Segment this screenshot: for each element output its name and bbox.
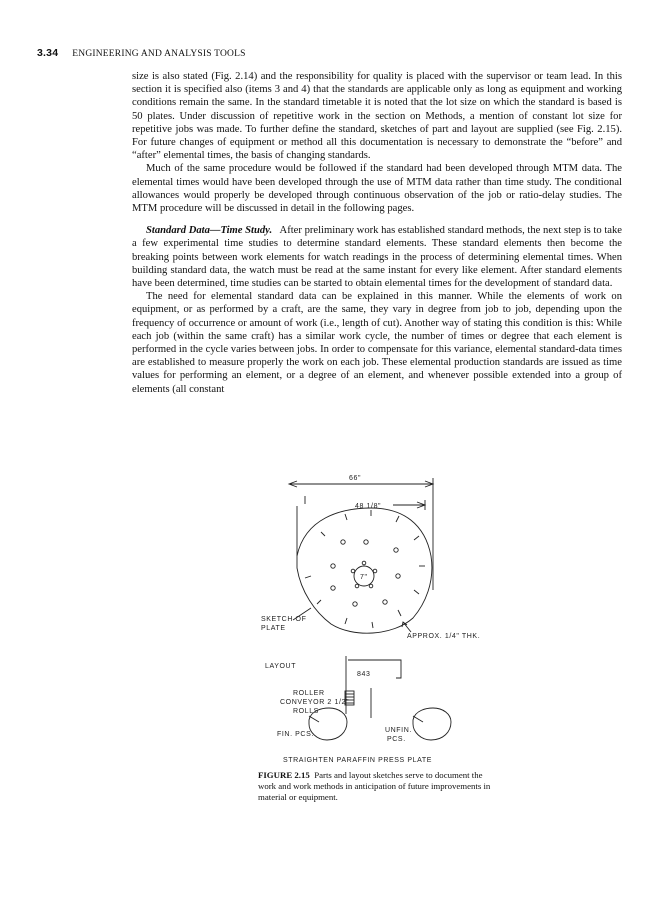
hole <box>369 584 373 588</box>
plate-slot <box>321 532 325 536</box>
leader-line <box>403 622 411 632</box>
plate-outline <box>297 508 432 633</box>
figure-caption <box>258 770 498 803</box>
paragraph: The need for elemental standard data can be explained in this manner. While the elements of work on equipment, or as performed by a craft, are the same, they vary in degree from job to job, depending upon the frequency of occurrence or amount of work (i.e., length of cut). Another way of stating this condition is this: While each job (within the same craft) has a similar work cycle, the number of times or degree that each element is performed in the cycle varies between jobs. In order to compensate for this variance, elemental standard-data times are established to measure properly the work on each job. These elemental production standards are issued as time values for performing an element, or a degree of an element, and whenever possible extended into a group of elements (all constant <box>132 291 622 395</box>
page-number: 3.34 <box>37 47 59 59</box>
hole <box>353 602 357 606</box>
hole <box>383 600 387 604</box>
layout-label: LAYOUT <box>265 663 297 670</box>
caption-number: FIGURE 2.15 <box>258 770 310 780</box>
machine-outline <box>348 660 401 678</box>
roller-label: ROLLS <box>293 708 319 715</box>
plate-slot <box>305 576 311 578</box>
caption-text: Parts and layout sketches serve to document the work and work methods in anticipation of future improvements in material or equipment. <box>258 770 491 802</box>
stack-edge <box>413 716 423 722</box>
plate-slot <box>396 516 399 522</box>
sketch-title: STRAIGHTEN PARAFFIN PRESS PLATE <box>283 757 433 764</box>
plate-slot <box>372 622 373 628</box>
section-paragraph <box>132 224 622 290</box>
hole <box>341 540 345 544</box>
dimension-label-inner: 48 1/8" <box>355 503 382 510</box>
hole <box>331 564 335 568</box>
section-runin-title: Standard Data—Time Study. <box>146 225 273 237</box>
roller-label: ROLLER <box>293 690 325 697</box>
machine-label: 843 <box>357 671 371 678</box>
roller-label: CONVEYOR 2 1/2" <box>280 699 350 706</box>
running-header <box>37 47 627 63</box>
dimension-label-outer: 66" <box>349 475 362 482</box>
finished-label: FIN. PCS. <box>277 731 314 738</box>
section-text: After preliminary work has established standard methods, the next step is to take a few experimental time studies to determine standard elements. These standard elements then become the breaking points between work elements for watch readings in the process of determining elemental times. When building standard data, the watch must be read at the same instant for every like element. After standard elements have been determined, time studies can be started to obtain elemental times for the development of standard data. <box>132 225 622 290</box>
paragraph: size is also stated (Fig. 2.14) and the responsibility for quality is placed with the supervisor or team lead. In this section it is specified also (items 3 and 4) that the standards are applicable only as long as equipment and working conditions remain the same. In the standard timetable it is noted that the lot size on which the standard is based is 50 plates. Under discussion of repetitive work in the section on Methods, a mention of constant lot size for repetitive jobs was made. To further define the standard, sketches of part and layout are supplied (see Fig. 2.15). For future changes of equipment or method all this documentation is necessary to demonstrate the “before” and “after” elemental times, the basis of changing standards. <box>132 71 622 162</box>
plate-slot <box>345 618 347 624</box>
figure-2-15 <box>253 470 493 770</box>
plate-slot <box>345 514 347 520</box>
center-label: 7" <box>360 574 368 581</box>
unfinished-label: UNFIN. <box>385 727 412 734</box>
running-title: ENGINEERING AND ANALYSIS TOOLS <box>72 49 246 59</box>
plate-slot <box>398 610 401 616</box>
hole <box>331 586 335 590</box>
body-text <box>132 70 622 396</box>
hole <box>364 540 368 544</box>
plate-sketch <box>253 470 493 770</box>
plate-slot <box>317 600 321 604</box>
unfinished-pieces-stack <box>413 708 451 740</box>
hole <box>355 584 359 588</box>
thickness-label: APPROX. 1/4" THK. <box>407 633 481 640</box>
sketch-label: PLATE <box>261 625 286 632</box>
unfinished-label: PCS. <box>387 736 406 743</box>
hole <box>396 574 400 578</box>
paragraph: Much of the same procedure would be followed if the standard had been developed through MTM data. The elemental times would have been developed through the use of MTM data rather than time study. The conditional allowances would properly be developed through continuous observation of the job or ratio-delay studies. The MTM procedure will be discussed in detail in the following pages. <box>132 163 622 215</box>
stack-edge <box>309 716 319 722</box>
hole <box>362 561 366 565</box>
sketch-label: SKETCH OF <box>261 616 307 623</box>
hole <box>373 569 377 573</box>
plate-slot <box>414 536 419 540</box>
plate-slot <box>414 590 419 594</box>
hole <box>394 548 398 552</box>
hole <box>351 569 355 573</box>
